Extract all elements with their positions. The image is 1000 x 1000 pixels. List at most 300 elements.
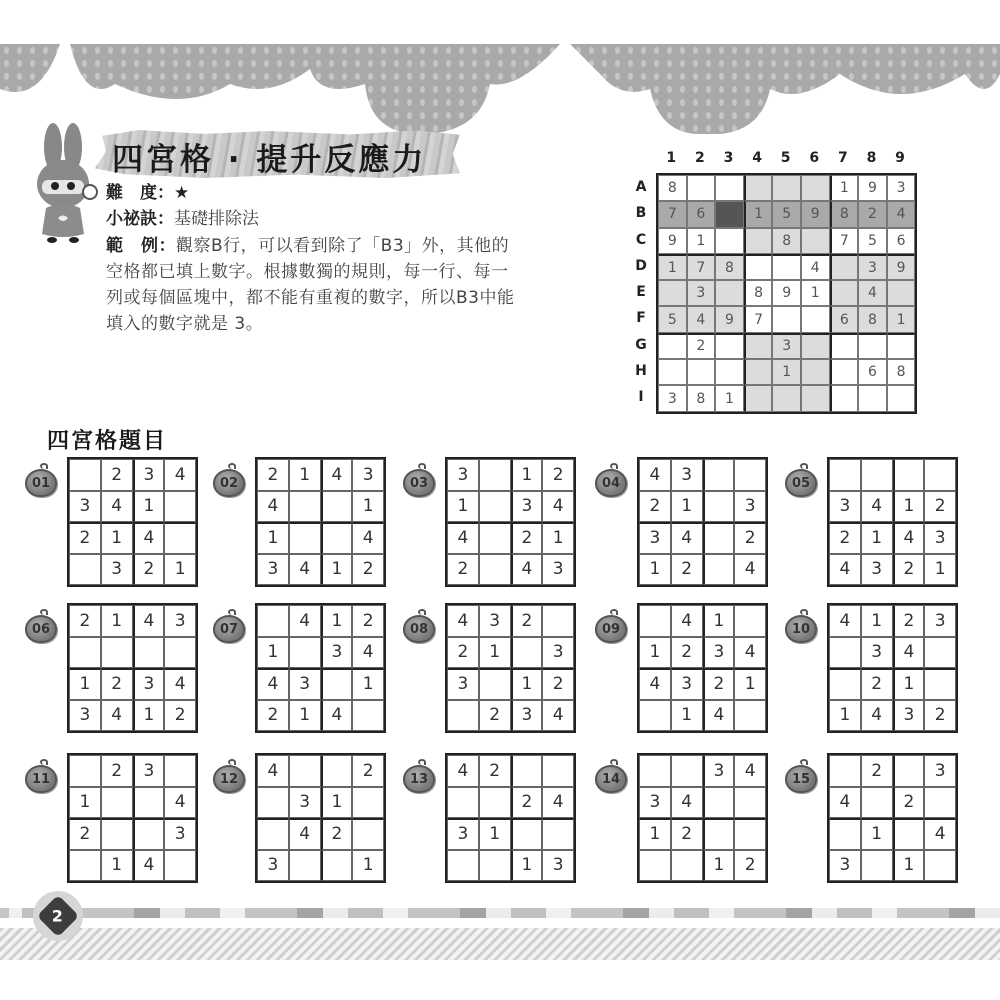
given-cell: 1 xyxy=(511,459,543,491)
empty-cell[interactable] xyxy=(479,668,511,700)
difficulty-label: 難 度： xyxy=(106,183,174,203)
top-scallop-border xyxy=(0,44,1000,134)
empty-cell[interactable] xyxy=(164,755,196,787)
given-cell: 1 xyxy=(101,605,133,637)
example-cell-C6 xyxy=(801,228,830,254)
empty-cell[interactable] xyxy=(164,637,196,669)
empty-cell[interactable] xyxy=(734,700,766,732)
example-cell-F1: 5 xyxy=(658,306,687,332)
puzzle-grid xyxy=(67,457,198,587)
empty-cell[interactable] xyxy=(69,554,101,586)
puzzle-grid xyxy=(445,603,576,733)
given-cell: 3 xyxy=(639,522,671,554)
example-cell-G4 xyxy=(744,333,773,359)
apple-number-icon xyxy=(213,463,247,497)
apple-number-icon xyxy=(595,609,629,643)
given-cell: 3 xyxy=(352,459,384,491)
empty-cell[interactable] xyxy=(829,668,861,700)
empty-cell[interactable] xyxy=(703,787,735,819)
empty-cell[interactable] xyxy=(133,787,165,819)
given-cell: 1 xyxy=(101,522,133,554)
given-cell: 4 xyxy=(133,850,165,882)
given-cell: 4 xyxy=(321,700,353,732)
example-cell-D3: 8 xyxy=(715,254,744,280)
example-cell-H2 xyxy=(687,359,716,385)
puzzle-02 xyxy=(213,457,388,592)
example-cell-F2: 4 xyxy=(687,306,716,332)
given-cell: 3 xyxy=(893,700,925,732)
given-cell: 3 xyxy=(542,554,574,586)
empty-cell[interactable] xyxy=(479,787,511,819)
example-line-3: 列或每個區塊中，都不能有重複的數字，所以B3中能 xyxy=(106,288,515,308)
empty-cell[interactable] xyxy=(289,850,321,882)
rabbit-mascot-icon xyxy=(28,122,100,247)
example-cell-E4: 8 xyxy=(744,280,773,306)
given-cell: 4 xyxy=(924,818,956,850)
given-cell: 2 xyxy=(164,700,196,732)
example-cell-C9: 6 xyxy=(887,228,916,254)
given-cell: 2 xyxy=(511,787,543,819)
empty-cell[interactable] xyxy=(734,818,766,850)
puzzle-12 xyxy=(213,753,388,888)
empty-cell[interactable] xyxy=(447,700,479,732)
example-line-4: 填入的數字就是 3。 xyxy=(106,314,264,334)
example-cell-A7: 1 xyxy=(830,175,859,201)
empty-cell[interactable] xyxy=(734,787,766,819)
given-cell: 3 xyxy=(164,605,196,637)
empty-cell[interactable] xyxy=(829,637,861,669)
given-cell: 1 xyxy=(639,637,671,669)
given-cell: 1 xyxy=(321,554,353,586)
puzzle-grid xyxy=(637,753,768,883)
given-cell: 3 xyxy=(542,637,574,669)
empty-cell[interactable] xyxy=(542,605,574,637)
empty-cell[interactable] xyxy=(703,818,735,850)
example-cell-E3 xyxy=(715,280,744,306)
apple-number-icon xyxy=(25,463,59,497)
empty-cell[interactable] xyxy=(479,850,511,882)
given-cell: 4 xyxy=(289,605,321,637)
example-cell-C4 xyxy=(744,228,773,254)
page-number-badge xyxy=(33,891,83,941)
page-title: 四宮格 · 提升反應力 xyxy=(112,142,427,178)
example-cell-C7: 7 xyxy=(830,228,859,254)
given-cell: 3 xyxy=(829,491,861,523)
empty-cell[interactable] xyxy=(893,459,925,491)
example-cell-G5: 3 xyxy=(772,333,801,359)
puzzle-04 xyxy=(595,457,770,592)
column-label: 3 xyxy=(723,150,734,166)
given-cell: 4 xyxy=(671,522,703,554)
given-cell: 1 xyxy=(639,554,671,586)
empty-cell[interactable] xyxy=(257,818,289,850)
empty-cell[interactable] xyxy=(924,637,956,669)
empty-cell[interactable] xyxy=(542,818,574,850)
puzzle-number: 04 xyxy=(595,469,627,497)
given-cell: 1 xyxy=(133,700,165,732)
given-cell: 4 xyxy=(861,491,893,523)
empty-cell[interactable] xyxy=(734,459,766,491)
example-cell-C8: 5 xyxy=(858,228,887,254)
example-cell-G8 xyxy=(858,333,887,359)
puzzle-grid xyxy=(255,457,386,587)
empty-cell[interactable] xyxy=(257,605,289,637)
empty-cell[interactable] xyxy=(703,554,735,586)
example-cell-B6: 9 xyxy=(801,201,830,227)
puzzle-14 xyxy=(595,753,770,888)
apple-number-icon xyxy=(403,463,437,497)
given-cell: 2 xyxy=(352,755,384,787)
given-cell: 4 xyxy=(829,554,861,586)
empty-cell[interactable] xyxy=(447,787,479,819)
puzzle-number: 15 xyxy=(785,765,817,793)
given-cell: 3 xyxy=(133,668,165,700)
tip-line xyxy=(106,206,259,232)
row-label: D xyxy=(635,257,647,274)
example-cell-A4 xyxy=(744,175,773,201)
puzzle-13 xyxy=(403,753,578,888)
example-cell-I4 xyxy=(744,385,773,411)
puzzle-15 xyxy=(785,753,960,888)
given-cell: 1 xyxy=(101,850,133,882)
empty-cell[interactable] xyxy=(479,459,511,491)
empty-cell[interactable] xyxy=(639,850,671,882)
given-cell: 3 xyxy=(164,818,196,850)
row-label: G xyxy=(635,336,647,353)
given-cell: 4 xyxy=(734,554,766,586)
example-cell-F7: 6 xyxy=(830,306,859,332)
empty-cell[interactable] xyxy=(829,755,861,787)
empty-cell[interactable] xyxy=(352,787,384,819)
example-cell-D2: 7 xyxy=(687,254,716,280)
given-cell: 1 xyxy=(511,668,543,700)
example-cell-F3: 9 xyxy=(715,306,744,332)
example-cell-H5: 1 xyxy=(772,359,801,385)
example-cell-H8: 6 xyxy=(858,359,887,385)
given-cell: 2 xyxy=(69,605,101,637)
given-cell: 2 xyxy=(924,491,956,523)
empty-cell[interactable] xyxy=(671,850,703,882)
empty-cell[interactable] xyxy=(479,522,511,554)
given-cell: 3 xyxy=(671,459,703,491)
empty-cell[interactable] xyxy=(69,637,101,669)
given-cell: 3 xyxy=(924,605,956,637)
row-label: C xyxy=(635,231,647,248)
empty-cell[interactable] xyxy=(69,459,101,491)
diamond-icon xyxy=(37,895,79,937)
given-cell: 2 xyxy=(69,522,101,554)
example-cell-H6 xyxy=(801,359,830,385)
puzzle-07 xyxy=(213,603,388,738)
given-cell: 3 xyxy=(447,668,479,700)
row-label: F xyxy=(636,310,646,327)
given-cell: 4 xyxy=(734,755,766,787)
example-cell-I2: 8 xyxy=(687,385,716,411)
empty-cell[interactable] xyxy=(893,818,925,850)
example-cell-C3 xyxy=(715,228,744,254)
given-cell: 3 xyxy=(924,755,956,787)
puzzle-number: 07 xyxy=(213,615,245,643)
given-cell: 3 xyxy=(861,637,893,669)
given-cell: 3 xyxy=(829,850,861,882)
apple-number-icon xyxy=(785,609,819,643)
row-label: A xyxy=(635,179,647,195)
example-cell-I8 xyxy=(858,385,887,411)
empty-cell[interactable] xyxy=(289,522,321,554)
apple-number-icon xyxy=(785,463,819,497)
empty-cell[interactable] xyxy=(289,491,321,523)
apple-number-icon xyxy=(403,759,437,793)
given-cell: 4 xyxy=(257,491,289,523)
example-cell-E5: 9 xyxy=(772,280,801,306)
empty-cell[interactable] xyxy=(321,491,353,523)
empty-cell[interactable] xyxy=(734,605,766,637)
given-cell: 1 xyxy=(479,818,511,850)
example-cell-A9: 3 xyxy=(887,175,916,201)
given-cell: 4 xyxy=(829,605,861,637)
given-cell: 3 xyxy=(703,755,735,787)
empty-cell[interactable] xyxy=(703,522,735,554)
empty-cell[interactable] xyxy=(321,668,353,700)
given-cell: 1 xyxy=(321,787,353,819)
empty-cell[interactable] xyxy=(164,491,196,523)
example-text xyxy=(106,233,601,337)
given-cell: 1 xyxy=(861,605,893,637)
given-cell: 1 xyxy=(703,850,735,882)
given-cell: 4 xyxy=(101,700,133,732)
example-cell-D5 xyxy=(772,254,801,280)
example-cell-D4 xyxy=(744,254,773,280)
empty-cell[interactable] xyxy=(289,755,321,787)
row-label: I xyxy=(638,389,644,406)
example-cell-E9 xyxy=(887,280,916,306)
example-cell-E6: 1 xyxy=(801,280,830,306)
given-cell: 2 xyxy=(924,700,956,732)
given-cell: 2 xyxy=(893,605,925,637)
puzzle-grid xyxy=(67,753,198,883)
column-label: 7 xyxy=(837,150,848,166)
empty-cell[interactable] xyxy=(164,522,196,554)
given-cell: 4 xyxy=(352,522,384,554)
empty-cell[interactable] xyxy=(352,700,384,732)
example-cell-A3 xyxy=(715,175,744,201)
puzzle-number: 10 xyxy=(785,615,817,643)
given-cell: 2 xyxy=(321,818,353,850)
given-cell: 2 xyxy=(893,787,925,819)
given-cell: 3 xyxy=(447,459,479,491)
given-cell: 2 xyxy=(511,522,543,554)
given-cell: 2 xyxy=(861,755,893,787)
example-cell-A5 xyxy=(772,175,801,201)
given-cell: 1 xyxy=(734,668,766,700)
puzzle-number: 08 xyxy=(403,615,435,643)
example-cell-A2 xyxy=(687,175,716,201)
example-cell-I3: 1 xyxy=(715,385,744,411)
given-cell: 4 xyxy=(101,491,133,523)
given-cell: 4 xyxy=(542,787,574,819)
empty-cell[interactable] xyxy=(133,637,165,669)
puzzle-06 xyxy=(25,603,200,738)
footer-hatch-pattern xyxy=(0,928,1000,960)
empty-cell[interactable] xyxy=(69,850,101,882)
given-cell: 3 xyxy=(861,554,893,586)
given-cell: 1 xyxy=(69,787,101,819)
given-cell: 2 xyxy=(479,755,511,787)
empty-cell[interactable] xyxy=(479,491,511,523)
empty-cell[interactable] xyxy=(893,755,925,787)
example-cell-H3 xyxy=(715,359,744,385)
puzzle-grid xyxy=(67,603,198,733)
given-cell: 2 xyxy=(447,637,479,669)
example-cell-B1: 7 xyxy=(658,201,687,227)
empty-cell[interactable] xyxy=(829,459,861,491)
apple-number-icon xyxy=(25,759,59,793)
empty-cell[interactable] xyxy=(511,818,543,850)
empty-cell[interactable] xyxy=(101,787,133,819)
puzzle-grid xyxy=(827,603,958,733)
puzzle-number: 09 xyxy=(595,615,627,643)
given-cell: 4 xyxy=(639,668,671,700)
given-cell: 2 xyxy=(734,850,766,882)
empty-cell[interactable] xyxy=(289,637,321,669)
empty-cell[interactable] xyxy=(511,637,543,669)
given-cell: 1 xyxy=(861,818,893,850)
example-cell-A1: 8 xyxy=(658,175,687,201)
given-cell: 4 xyxy=(829,787,861,819)
given-cell: 3 xyxy=(289,668,321,700)
empty-cell[interactable] xyxy=(542,755,574,787)
puzzle-05 xyxy=(785,457,960,592)
example-cell-I1: 3 xyxy=(658,385,687,411)
given-cell: 2 xyxy=(703,668,735,700)
given-cell: 4 xyxy=(447,755,479,787)
given-cell: 2 xyxy=(101,755,133,787)
empty-cell[interactable] xyxy=(164,850,196,882)
given-cell: 4 xyxy=(447,605,479,637)
apple-number-icon xyxy=(213,609,247,643)
given-cell: 2 xyxy=(639,491,671,523)
empty-cell[interactable] xyxy=(861,459,893,491)
given-cell: 4 xyxy=(542,491,574,523)
given-cell: 4 xyxy=(257,755,289,787)
given-cell: 4 xyxy=(734,637,766,669)
empty-cell[interactable] xyxy=(639,605,671,637)
given-cell: 4 xyxy=(133,605,165,637)
puzzle-number: 03 xyxy=(403,469,435,497)
empty-cell[interactable] xyxy=(861,850,893,882)
example-line-1: 觀察B行，可以看到除了「B3」外，其他的 xyxy=(176,236,510,256)
empty-cell[interactable] xyxy=(703,459,735,491)
example-label: 範 例： xyxy=(106,236,176,256)
example-cell-B3 xyxy=(715,201,744,227)
column-label: 9 xyxy=(895,150,905,166)
puzzle-number: 11 xyxy=(25,765,57,793)
empty-cell[interactable] xyxy=(479,554,511,586)
puzzle-grid xyxy=(445,457,576,587)
empty-cell[interactable] xyxy=(447,850,479,882)
given-cell: 4 xyxy=(639,459,671,491)
empty-cell[interactable] xyxy=(924,459,956,491)
given-cell: 4 xyxy=(133,522,165,554)
empty-cell[interactable] xyxy=(321,522,353,554)
given-cell: 1 xyxy=(861,522,893,554)
given-cell: 3 xyxy=(257,850,289,882)
given-cell: 1 xyxy=(511,850,543,882)
example-cell-A6 xyxy=(801,175,830,201)
given-cell: 2 xyxy=(479,700,511,732)
example-cell-B7: 8 xyxy=(830,201,859,227)
column-label: 4 xyxy=(752,150,762,166)
given-cell: 2 xyxy=(133,554,165,586)
given-cell: 3 xyxy=(734,491,766,523)
empty-cell[interactable] xyxy=(321,850,353,882)
example-cell-F8: 8 xyxy=(858,306,887,332)
example-cell-I7 xyxy=(830,385,859,411)
empty-cell[interactable] xyxy=(671,755,703,787)
example-cell-D6: 4 xyxy=(801,254,830,280)
empty-cell[interactable] xyxy=(703,491,735,523)
puzzle-10 xyxy=(785,603,960,738)
given-cell: 1 xyxy=(924,554,956,586)
given-cell: 3 xyxy=(542,850,574,882)
example-cell-H9: 8 xyxy=(887,359,916,385)
empty-cell[interactable] xyxy=(924,668,956,700)
given-cell: 4 xyxy=(671,605,703,637)
empty-cell[interactable] xyxy=(924,787,956,819)
apple-number-icon xyxy=(595,759,629,793)
given-cell: 4 xyxy=(352,637,384,669)
given-cell: 2 xyxy=(671,554,703,586)
given-cell: 1 xyxy=(69,668,101,700)
given-cell: 2 xyxy=(671,637,703,669)
example-cell-F9: 1 xyxy=(887,306,916,332)
example-cell-G2: 2 xyxy=(687,333,716,359)
empty-cell[interactable] xyxy=(511,755,543,787)
given-cell: 4 xyxy=(511,554,543,586)
given-cell: 4 xyxy=(289,554,321,586)
row-label: B xyxy=(635,205,647,222)
example-cell-E8: 4 xyxy=(858,280,887,306)
puzzle-grid xyxy=(637,457,768,587)
empty-cell[interactable] xyxy=(352,818,384,850)
given-cell: 1 xyxy=(133,491,165,523)
empty-cell[interactable] xyxy=(924,850,956,882)
empty-cell[interactable] xyxy=(861,787,893,819)
example-cell-B4: 1 xyxy=(744,201,773,227)
empty-cell[interactable] xyxy=(829,818,861,850)
row-label: H xyxy=(635,363,647,380)
example-cell-I5 xyxy=(772,385,801,411)
empty-cell[interactable] xyxy=(639,755,671,787)
given-cell: 4 xyxy=(703,700,735,732)
example-cell-G3 xyxy=(715,333,744,359)
given-cell: 2 xyxy=(861,668,893,700)
example-cell-C1: 9 xyxy=(658,228,687,254)
empty-cell[interactable] xyxy=(321,755,353,787)
empty-cell[interactable] xyxy=(101,818,133,850)
given-cell: 3 xyxy=(479,605,511,637)
empty-cell[interactable] xyxy=(101,637,133,669)
column-label: 6 xyxy=(809,150,820,166)
example-cell-D9: 9 xyxy=(887,254,916,280)
empty-cell[interactable] xyxy=(133,818,165,850)
empty-cell[interactable] xyxy=(639,700,671,732)
example-cell-I9 xyxy=(887,385,916,411)
empty-cell[interactable] xyxy=(257,787,289,819)
example-cell-F5 xyxy=(772,306,801,332)
empty-cell[interactable] xyxy=(69,755,101,787)
given-cell: 4 xyxy=(257,668,289,700)
